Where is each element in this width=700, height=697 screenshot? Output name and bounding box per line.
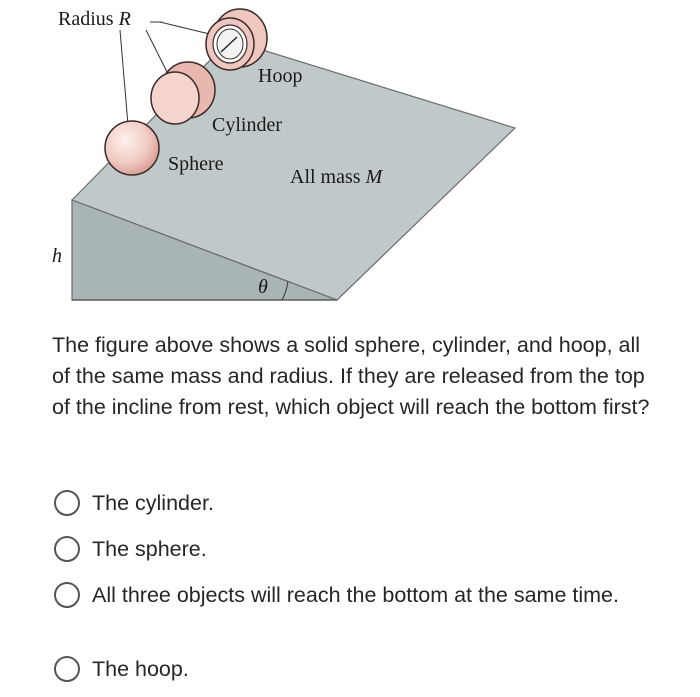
option-label: All three objects will reach the bottom at the same time.	[92, 583, 619, 607]
option-hoop[interactable]	[52, 652, 677, 686]
mass-label: All mass M	[290, 166, 383, 188]
option-all-same-time[interactable]	[52, 578, 677, 612]
hoop-label: Hoop	[258, 65, 303, 87]
radius-label: Radius R	[58, 8, 131, 30]
option-label: The hoop.	[92, 657, 189, 681]
sphere-icon	[105, 121, 159, 175]
option-sphere[interactable]	[52, 532, 677, 566]
height-label: h	[52, 245, 62, 267]
radio-circle-icon[interactable]	[54, 582, 80, 608]
radio-circle-icon[interactable]	[54, 656, 80, 682]
radio-circle-icon[interactable]	[54, 490, 80, 516]
radius-pointer-sphere	[120, 30, 128, 125]
radius-pointer-cylinder	[146, 30, 170, 78]
option-label: The sphere.	[92, 537, 207, 561]
incline-figure	[0, 0, 700, 320]
question-text: The figure above shows a solid sphere, cylinder, and hoop, all of the same mass and radius. If they are released from the top of the incline from rest, which object will reach the bottom first?	[52, 333, 650, 419]
angle-label: θ	[258, 276, 268, 298]
option-label: The cylinder.	[92, 491, 214, 515]
option-cylinder[interactable]	[52, 486, 677, 520]
sphere-label: Sphere	[168, 153, 224, 175]
cylinder-label: Cylinder	[212, 114, 282, 136]
radio-circle-icon[interactable]	[54, 536, 80, 562]
